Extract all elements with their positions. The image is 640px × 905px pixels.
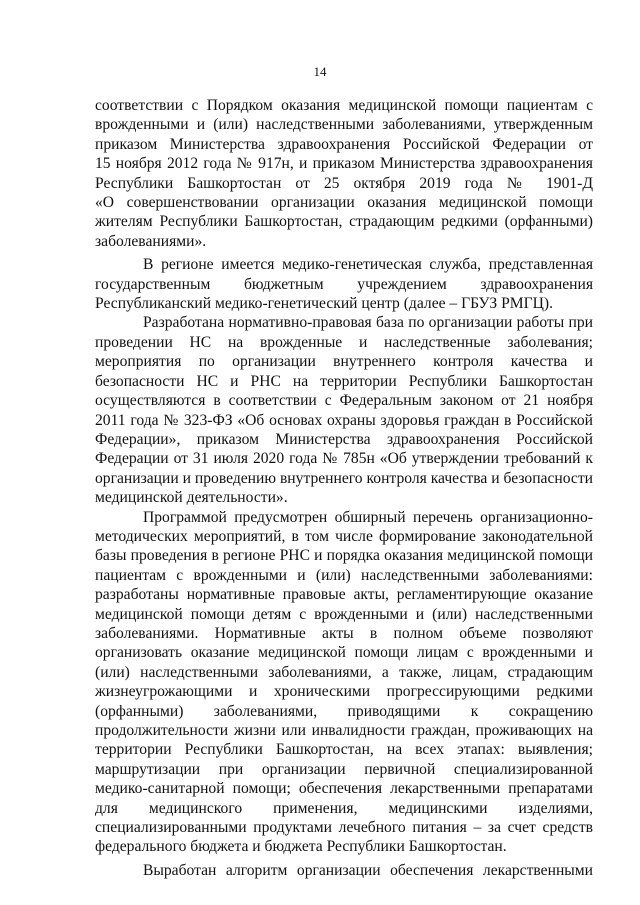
text-line: медицинской деятельности». <box>95 489 288 507</box>
text-line: организации и проведению внутреннего контроля качества и безопасности <box>95 469 593 487</box>
text-line: продолжительности жизни или инвалидности граждан, проживающих на <box>95 722 593 739</box>
text-line: безопасности НС и РНС на территории Республики Башкортостан <box>95 372 593 390</box>
text-line: 15 ноября 2012 года № 917н, и приказом Министерства здравоохранения <box>95 155 593 173</box>
text-line: медико-санитарной помощи; обеспечения лекарственными препаратами <box>95 780 593 798</box>
text-line: жителям Республики Башкортостан, страдающим редкими (орфанными) <box>95 213 593 231</box>
text-line: врожденными и (или) наследственными заболеваниями, утвержденным <box>95 116 593 134</box>
text-line: Разработана нормативно-правовая база по организации работы при <box>143 314 593 332</box>
text-line: специализированными продуктами лечебного питания – за счет средств <box>95 819 593 837</box>
text-line: федерального бюджета и бюджета Республики Башкортостан. <box>95 838 507 856</box>
text-line: соответствии с Порядком оказания медицинской помощи пациентам с <box>95 97 593 114</box>
text-line: пациентам с врожденными и (или) наследственными заболеваниями: <box>95 566 593 584</box>
text-line: приказом Министерства здравоохранения Российской Федерации от <box>95 135 593 153</box>
text-line: разработаны нормативные правовые акты, регламентирующие оказание <box>95 586 593 604</box>
text-line: жизнеугрожающими и хроническими прогрессирующими редкими <box>95 683 593 701</box>
text-line: Федерации», приказом Министерства здравоохранения Российской <box>95 430 593 448</box>
text-line: заболеваниями». <box>95 232 207 250</box>
text-line: для медицинского применения, медицинскими изделиями, <box>95 799 593 817</box>
text-line: (или) наследственными заболеваниями, а также, лицам, страдающим <box>95 663 593 681</box>
text-line: мероприятия по организации внутреннего контроля качества и <box>95 353 593 371</box>
text-line: проведении НС на врожденные и наследственные заболевания; <box>95 333 593 351</box>
text-line: осуществляются в соответствии с Федеральным законом от 21 ноября <box>95 392 593 410</box>
text-line: заболеваниями. Нормативные акты в полном объеме позволяют <box>95 624 593 642</box>
document-body <box>95 96 593 880</box>
text-line: Выработан алгоритм организации обеспечения лекарственными <box>143 861 593 879</box>
text-line: маршрутизации при организации первичной специализированной <box>95 760 593 778</box>
text-line: Республиканский медико-генетический центр (далее – ГБУЗ РМГЦ). <box>95 295 553 313</box>
text-line: «О совершенствовании организации оказания медицинской помощи <box>95 194 593 212</box>
text-line: (орфанными) заболеваниями, приводящими к сокращению <box>95 702 593 720</box>
text-line: медицинской помощи детям с врожденными и (или) наследственными <box>95 605 593 623</box>
text-line: Федерации от 31 июля 2020 года № 785н «Об утверждении требований к <box>95 450 593 468</box>
text-line: Программой предусмотрен обширный перечень организационно- <box>143 508 593 526</box>
text-line: 2011 года № 323-ФЗ «Об основах охраны здоровья граждан в Российской <box>95 411 593 429</box>
text-line: базы проведения в регионе РНС и порядка оказания медицинской помощи <box>95 547 593 565</box>
text-line: государственным бюджетным учреждением здравоохранения <box>95 275 593 293</box>
text-line: В регионе имеется медико-генетическая служба, представленная <box>143 256 593 274</box>
text-line: территории Республики Башкортостан, на всех этапах: выявления; <box>95 741 593 759</box>
text-line: Республики Башкортостан от 25 октября 2019 года № 1901-Д <box>95 174 593 192</box>
text-line: методических мероприятий, в том числе формирование законодательной <box>95 527 593 545</box>
page-number: 14 <box>313 64 327 79</box>
text-line: организовать оказание медицинской помощи лицам с врожденными и <box>95 644 593 662</box>
